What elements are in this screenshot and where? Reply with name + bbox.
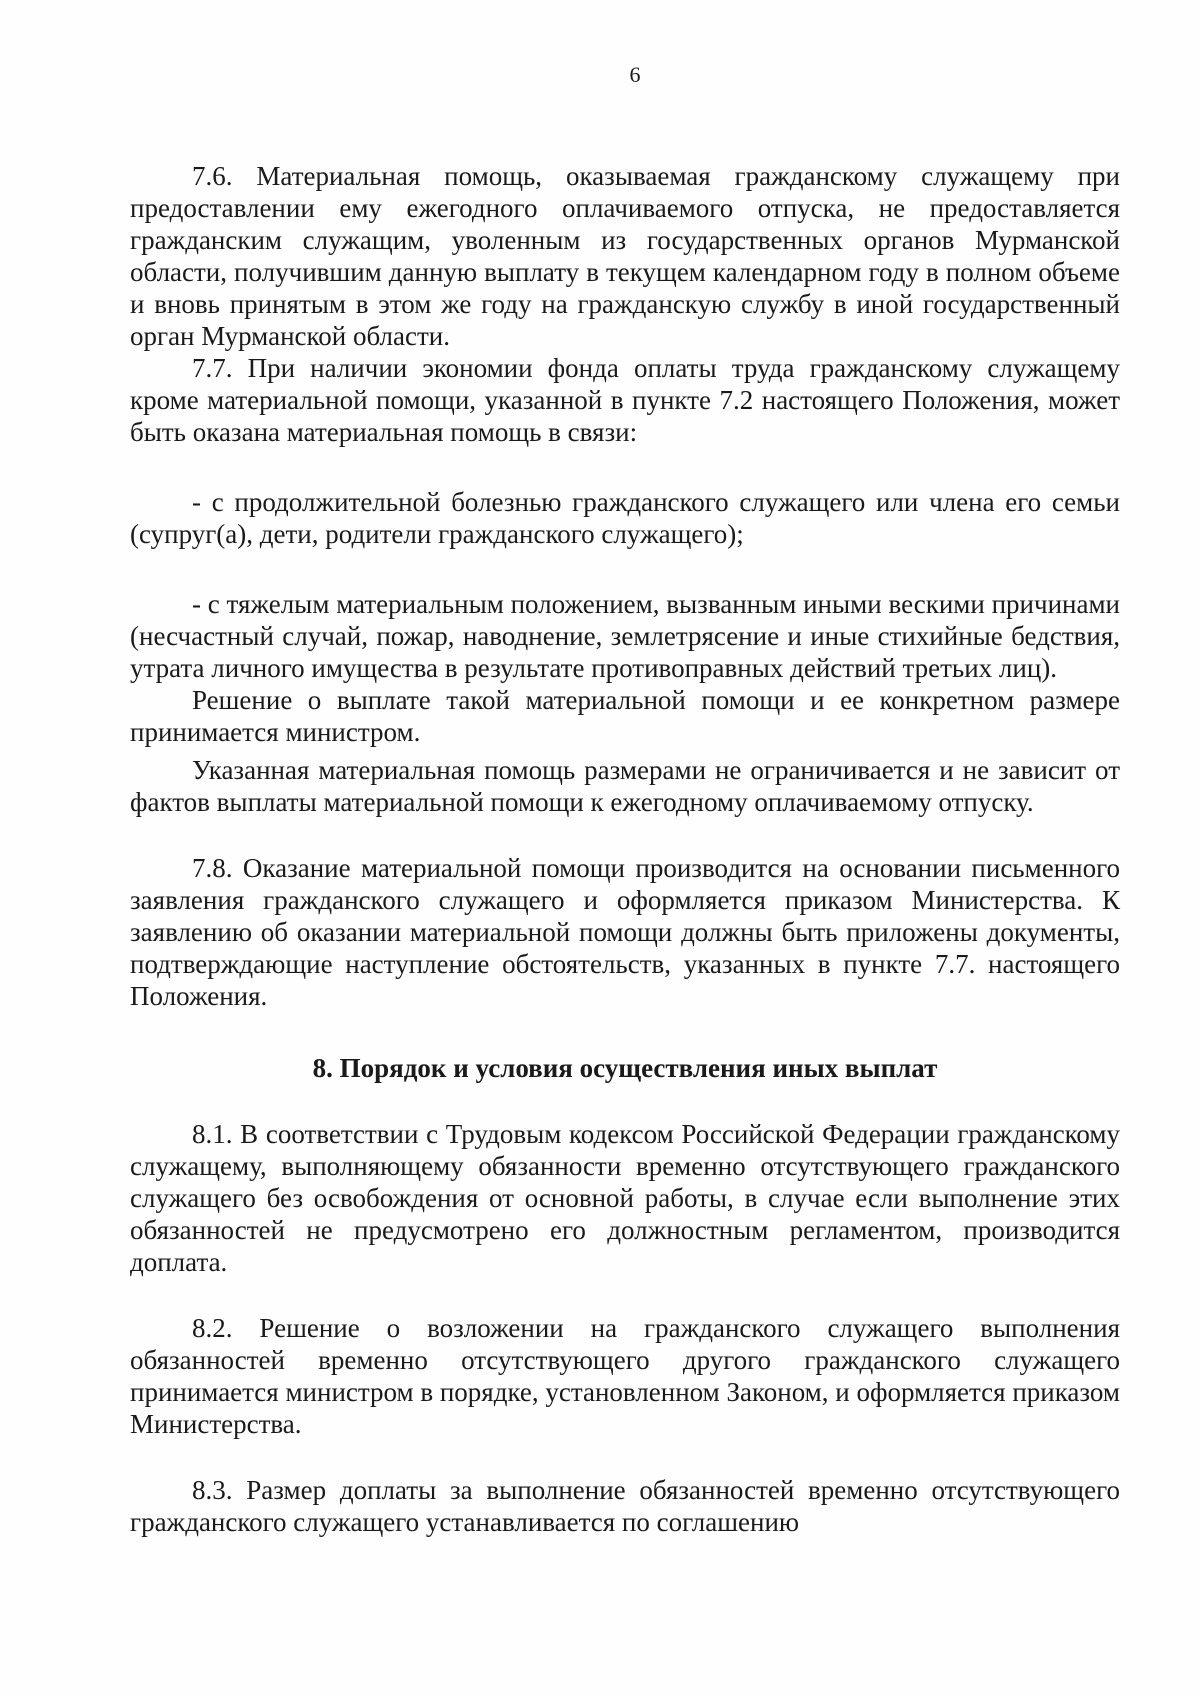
paragraph-8-3: 8.3. Размер доплаты за выполнение обязанностей временно отсутствующего гражданского служащего устанавливается по соглашению — [130, 1475, 1120, 1537]
paragraph-7-7-item-illness: - с продолжительной болезнью гражданского служащего или члена его семьи (супруг(а), дети, родители гражданского служащего); — [130, 487, 1120, 549]
paragraph-7-7: 7.7. При наличии экономии фонда оплаты труда гражданскому служащему кроме материальной помощи, указанной в пункте 7.2 настоящего Положения, может быть оказана материальная помощь в связи: — [130, 353, 1120, 447]
section-8-heading: 8. Порядок и условия осуществления иных выплат — [312, 1053, 938, 1083]
paragraph-7-6: 7.6. Материальная помощь, оказываемая гражданскому служащему при предоставлении ему ежегодного оплачиваемого отпуска, не предоставляется гражданским служащим, уволенным из государственных органов Мурманской области, получившим данную выплату в текущем календарном году в полном объеме и вновь принятым в этом же году на гражданскую службу в иной государственный орган Мурманской области. — [130, 161, 1120, 351]
paragraph-8-2: 8.2. Решение о возложении на гражданского служащего выполнения обязанностей временно отсутствующего другого гражданского служащего принимается министром в порядке, установленном Законом, и оформляется приказом Министерства. — [130, 1313, 1120, 1439]
page-number: 6 — [629, 62, 641, 87]
document-body — [130, 160, 1120, 1538]
paragraph-8-1: 8.1. В соответствии с Трудовым кодексом Российской Федерации гражданскому служащему, выполняющему обязанности временно отсутствующего гражданского служащего без освобождения от основной работы, в случае если выполнение этих обязанностей не предусмотрено его должностным регламентом, производится доплата. — [130, 1119, 1120, 1277]
paragraph-7-7-item-hardship: - с тяжелым материальным положением, вызванным иными вескими причинами (несчастный случай, пожар, наводнение, землетрясение и иные стихийные бедствия, утрата личного имущества в результате противоправных действий третьих лиц). — [130, 589, 1120, 683]
paragraph-7-8: 7.8. Оказание материальной помощи производится на основании письменного заявления гражданского служащего и оформляется приказом Министерства. К заявлению об оказании материальной помощи должны быть приложены документы, подтверждающие наступление обстоятельств, указанных в пункте 7.7. настоящего Положения. — [130, 853, 1120, 1011]
paragraph-7-7-limit: Указанная материальная помощь размерами не ограничивается и не зависит от фактов выплаты материальной помощи к ежегодному оплачиваемому отпуску. — [130, 755, 1120, 817]
paragraph-7-7-decision: Решение о выплате такой материальной помощи и ее конкретном размере принимается министром. — [130, 685, 1120, 747]
